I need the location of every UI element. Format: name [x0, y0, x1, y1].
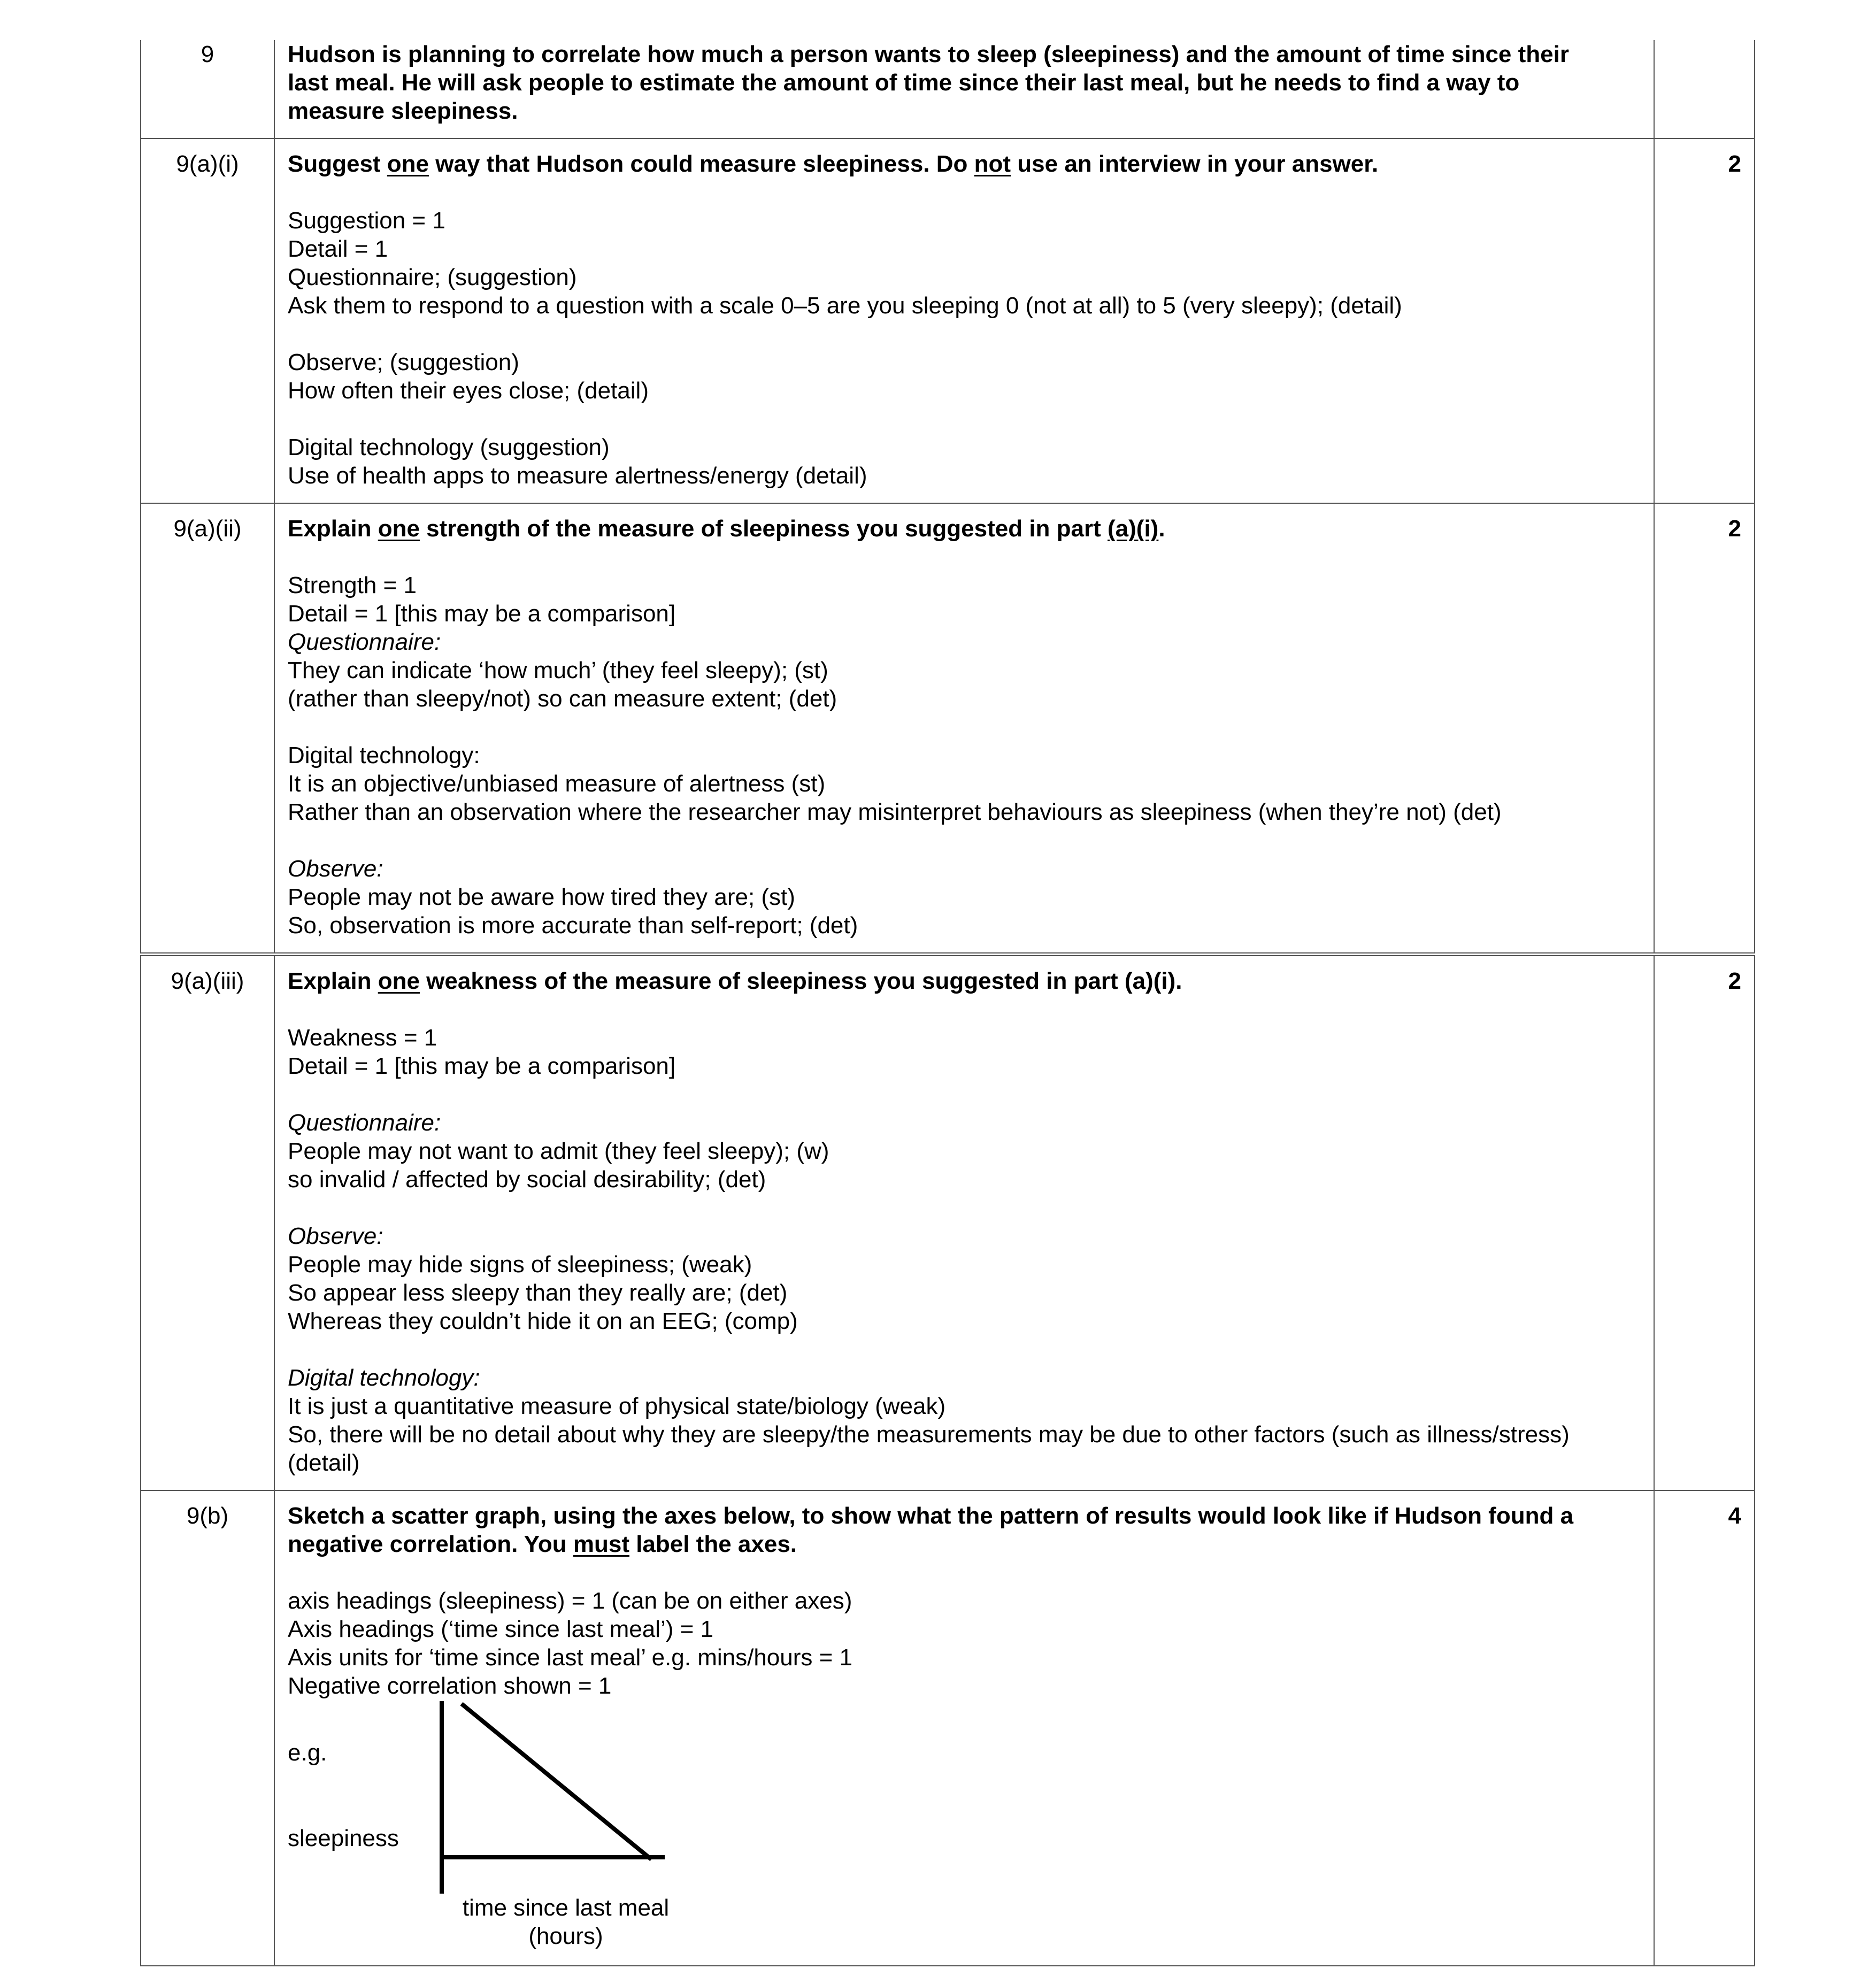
question-text: Sketch a scatter graph, using the axes below, to show what the pattern of results would look like if Hudson found a [288, 1503, 1574, 1529]
answer-line: People may not be aware how tired they are; (st) [288, 884, 795, 910]
answer-subheading: Digital technology: [288, 1365, 480, 1391]
stem-line: measure sleepiness. [288, 98, 518, 124]
row-q9 [141, 40, 1755, 139]
answer-cell [274, 139, 1654, 503]
answer-line: So appear less sleepy than they really are; (det) [288, 1280, 788, 1306]
answer-line [288, 405, 1641, 433]
answer-line: Axis headings (‘time since last meal’) = 1 [288, 1616, 713, 1642]
answer-line: Detail = 1 [this may be a comparison] [288, 601, 676, 627]
answer-subheading: Observe: [288, 856, 383, 882]
answer-line: Ask them to respond to a question with a scale 0–5 are you sleeping 0 (not at all) to 5 (very sleepy); (detail) [288, 293, 1402, 319]
row-q9ai [141, 139, 1755, 503]
answer-line: Weakness = 1 [288, 1025, 437, 1051]
answer-line: Use of health apps to measure alertness/energy (detail) [288, 463, 867, 489]
answer-line: People may not want to admit (they feel sleepy); (w) [288, 1138, 829, 1164]
row-q9b [141, 1490, 1755, 1966]
eg-label: e.g. [288, 1740, 327, 1766]
y-axis-label: sleepiness [288, 1825, 399, 1851]
answer-line: Negative correlation shown = 1 [288, 1673, 612, 1699]
negative-correlation-line [462, 1704, 651, 1859]
question-stem [274, 40, 1654, 139]
answer-line: (rather than sleepy/not) so can measure extent; (det) [288, 686, 837, 712]
mark-scheme-page [140, 40, 1754, 1966]
question-number: 9(a)(ii) [141, 503, 274, 955]
answer-line: Rather than an observation where the researcher may misinterpret behaviours as sleepiness (when they’re not) (det) [288, 799, 1502, 825]
answer-line [288, 1335, 1641, 1364]
answer-line [288, 826, 1641, 855]
x-axis-label: time since last meal (hours) [462, 1895, 670, 1949]
answer-line: Suggestion = 1 [288, 207, 445, 234]
answer-line: Whereas they couldn’t hide it on an EEG; (comp) [288, 1308, 798, 1334]
answer-line: axis headings (sleepiness) = 1 (can be on either axes) [288, 1588, 852, 1614]
answer-line: so invalid / affected by social desirability; (det) [288, 1166, 766, 1193]
marks-value: 2 [1654, 503, 1755, 955]
answer-subheading: Observe: [288, 1223, 383, 1249]
answer-line: Detail = 1 [288, 236, 388, 262]
sketch-axes [427, 1701, 673, 1899]
question-number: 9 [141, 40, 274, 139]
answer-line: It is just a quantitative measure of physical state/biology (weak) [288, 1393, 946, 1419]
answer-line: Digital technology: [288, 742, 480, 768]
answer-subheading: Questionnaire: [288, 1110, 441, 1136]
answer-line: Detail = 1 [this may be a comparison] [288, 1053, 676, 1079]
answer-line: Observe; (suggestion) [288, 349, 519, 375]
marks-value: 2 [1654, 955, 1755, 1491]
answer-line [288, 1194, 1641, 1222]
answer-line: So, there will be no detail about why they are sleepy/the measurements may be due to other factors (such as illness/stress) [288, 1421, 1570, 1448]
answer-line: Questionnaire; (suggestion) [288, 264, 577, 290]
question-text: Explain one strength of the measure of sleepiness you suggested in part (a)(i). [288, 516, 1165, 542]
stem-line: Hudson is planning to correlate how much a person wants to sleep (sleepiness) and the amount of time since their [288, 41, 1569, 67]
answer-cell [274, 503, 1654, 955]
answer-line: People may hide signs of sleepiness; (weak) [288, 1251, 752, 1278]
question-number: 9(a)(i) [141, 139, 274, 503]
answer-line: They can indicate ‘how much’ (they feel sleepy); (st) [288, 657, 828, 683]
question-text: negative correlation. You must label the axes. [288, 1531, 797, 1557]
scatter-sketch [288, 1701, 1641, 1952]
answer-line: How often their eyes close; (detail) [288, 378, 649, 404]
row-q9aiii [141, 955, 1755, 1491]
row-q9aii [141, 503, 1755, 955]
answer-line: Axis units for ‘time since last meal’ e.g. mins/hours = 1 [288, 1644, 852, 1671]
mark-scheme-table [140, 40, 1755, 1966]
answer-line [288, 1080, 1641, 1109]
question-text: Suggest one way that Hudson could measure sleepiness. Do not use an interview in your answer. [288, 151, 1379, 177]
answer-cell [274, 1490, 1654, 1966]
answer-line: So, observation is more accurate than self-report; (det) [288, 912, 858, 939]
question-number: 9(a)(iii) [141, 955, 274, 1491]
answer-line [288, 320, 1641, 348]
answer-line: (detail) [288, 1450, 360, 1476]
question-text: Explain one weakness of the measure of sleepiness you suggested in part (a)(i). [288, 968, 1182, 994]
marks-value: 2 [1654, 139, 1755, 503]
answer-line: Strength = 1 [288, 572, 417, 598]
marks-cell [1654, 40, 1755, 139]
answer-line: Digital technology (suggestion) [288, 434, 610, 460]
stem-line: last meal. He will ask people to estimate the amount of time since their last meal, but he needs to find a way to [288, 70, 1520, 96]
answer-line [288, 713, 1641, 741]
answer-cell [274, 955, 1654, 1491]
marks-value: 4 [1654, 1490, 1755, 1966]
question-number: 9(b) [141, 1490, 274, 1966]
answer-line: It is an objective/unbiased measure of alertness (st) [288, 771, 826, 797]
answer-subheading: Questionnaire: [288, 629, 441, 655]
